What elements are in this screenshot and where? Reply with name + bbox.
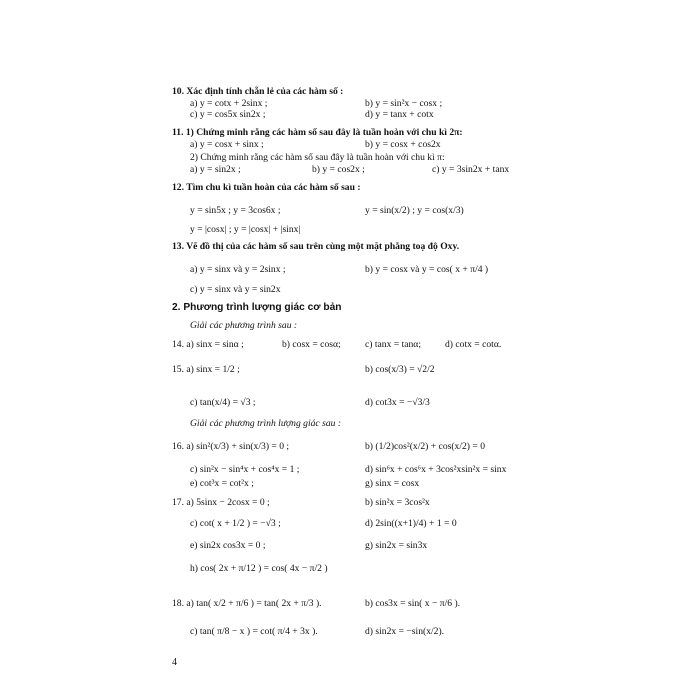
text-line-r12: c) y = 3sin2x + tanx: [432, 164, 510, 175]
text-line-r35: d) sin⁶x + cos⁶x + 3cos²xsin²x = sinx: [365, 464, 507, 475]
text-line-r16: y = |cosx| ; y = |cosx| + |sinx|: [190, 224, 301, 235]
text-line-r48: d) sin2x = −sin(x/2).: [365, 626, 445, 637]
text-line-r34: c) sin²x − sin⁴x + cos⁴x = 1 ;: [190, 464, 300, 475]
text-line-r7: a) y = cosx + sinx ;: [190, 139, 264, 150]
text-line-r22: Giải các phương trình sau :: [190, 320, 298, 331]
text-line-r8: b) y = cosx + cos2x: [365, 139, 441, 150]
text-line-r45: 18. a) tan( x/2 + π/6 ) = tan( 2x + π/3 ).: [172, 598, 322, 609]
text-line-r23: 14. a) sinx = sinα ;: [172, 339, 244, 350]
text-line-r1: 10. Xác định tính chẵn lẻ của các hàm số :: [172, 86, 344, 97]
text-line-r32: 16. a) sin²(x/3) + sin(x/3) = 0 ;: [172, 441, 290, 452]
text-line-r18: a) y = sinx và y = 2sinx ;: [190, 264, 286, 275]
text-line-r36: e) cot³x = cot²x ;: [190, 478, 254, 489]
text-line-r44: h) cos( 2x + π/12 ) = cos( 4x − π/2 ): [190, 563, 328, 574]
text-line-r29: c) tan(x/4) = √3 ;: [190, 397, 256, 408]
text-line-r38: 17. a) 5sinx − 2cosx = 0 ;: [172, 497, 270, 508]
text-line-r30: d) cot3x = −√3/3: [365, 397, 430, 408]
text-line-r9: 2) Chứng minh rằng các hàm số sau đây là tuần hoàn với chu kì π:: [190, 152, 445, 163]
text-line-r46: b) cos3x = sin( x − π/6 ).: [365, 598, 461, 609]
text-line-r11: b) y = cos2x ;: [312, 164, 365, 175]
text-line-r37: g) sinx = cosx: [365, 478, 420, 489]
text-line-r27: 15. a) sinx = 1/2 ;: [172, 364, 240, 375]
page-number: 4: [172, 657, 177, 668]
text-line-r42: e) sin2x cos3x = 0 ;: [190, 540, 266, 551]
text-line-r31: Giải các phương trình lượng giác sau :: [190, 418, 342, 429]
text-line-r2: a) y = cotx + 2sinx ;: [190, 98, 268, 109]
text-line-r4: c) y = cos5x sin2x ;: [190, 109, 266, 120]
text-line-r47: c) tan( π/8 − x ) = cot( π/4 + 3x ).: [190, 626, 318, 637]
text-line-r33: b) (1/2)cos²(x/2) + cos(x/2) = 0: [365, 441, 486, 452]
text-line-r3: b) y = sin²x − cosx ;: [365, 98, 443, 109]
text-line-r10: a) y = sin2x ;: [190, 164, 241, 175]
text-line-r13: 12. Tìm chu kì tuần hoàn của các hàm số sau :: [172, 182, 361, 193]
text-line-r21: 2. Phương trình lượng giác cơ bản: [172, 302, 342, 313]
text-line-r25: c) tanx = tanα;: [365, 339, 421, 350]
text-line-r17: 13. Vẽ đồ thị của các hàm số sau trên cùng một mặt phẳng toạ độ Oxy.: [172, 241, 460, 252]
text-line-r28: b) cos(x/3) = √2/2: [365, 364, 435, 375]
text-line-r15: y = sin(x/2) ; y = cos(x/3): [365, 205, 464, 216]
text-line-r40: c) cot( x + 1/2 ) = −√3 ;: [190, 518, 281, 529]
text-line-r14: y = sin5x ; y = 3cos6x ;: [190, 205, 281, 216]
text-line-r43: g) sin2x = sin3x: [365, 540, 428, 551]
text-line-r20: c) y = sinx và y = sin2x: [190, 284, 281, 295]
text-line-r41: d) 2sin((x+1)/4) + 1 = 0: [365, 518, 457, 529]
text-line-r39: b) sin²x = 3cos²x: [365, 497, 430, 508]
text-line-r26: d) cotx = cotα.: [445, 339, 502, 350]
text-line-r5: d) y = tanx + cotx: [365, 109, 434, 120]
text-line-r6: 11. 1) Chứng minh rằng các hàm số sau đây là tuần hoàn với chu kì 2π:: [172, 127, 463, 138]
text-line-r24: b) cosx = cosα;: [282, 339, 341, 350]
text-line-r19: b) y = cosx và y = cos( x + π/4 ): [365, 264, 489, 275]
